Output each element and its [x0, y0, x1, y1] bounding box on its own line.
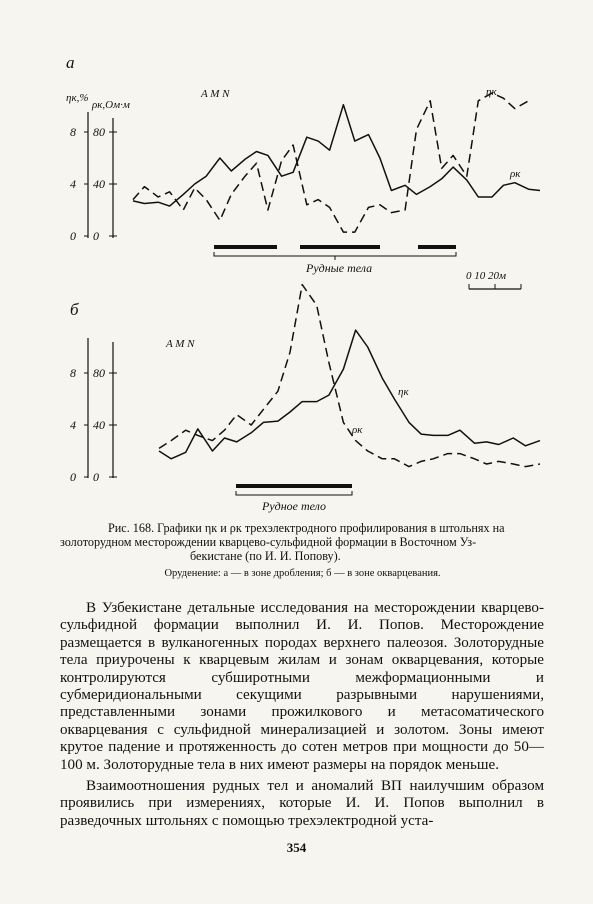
panel-b-label: б: [70, 300, 79, 319]
eta-series-line: [159, 330, 540, 459]
rho-tick-label: 0: [93, 470, 99, 484]
body-text: [60, 600, 544, 830]
rho-tick-label: 80: [93, 125, 105, 139]
panel-b-ore-label: Рудное тело: [262, 499, 327, 513]
paragraph: Взаимоотношения рудных тел и аномалий ВП наилучшим образом проявились при измерениях, которые И. И. Попов выполнил в разведочных штольнях с помощью трехэлектродной уста-: [60, 778, 544, 829]
caption-line: бекистане (по И. И. Попову).: [190, 549, 341, 563]
scale-bar-label: 0 10 20м: [466, 270, 507, 282]
eta-tick-label: 4: [70, 418, 76, 432]
paragraph: В Узбекистане детальные исследования на месторождении кварцево-сульфидной формации выполнил И. И. Попов. Месторождение размещается в вулканогенных породах верхнего палеозоя. Золоторудные тела приурочены к кварцевым жилам и зонам окварцевания, которые контролируются субширотными межформационными и субмеридиональными секущими разрывными нарушениями, представленными зонами прожилкового и метасоматического окварцевания с сульфидной минерализацией и золотом. Зоны имеют крутое падение и протяженность до сотен метров при мощности до 50—100 м. Золоторудные тела в них имеют размеры на порядок меньше.: [60, 600, 544, 773]
eta-series-line: [133, 105, 540, 206]
rho-tick-label: 0: [93, 229, 99, 243]
rho-series-line: [159, 285, 540, 467]
page-number: 354: [286, 840, 307, 855]
panel-b-ore-body: [236, 484, 352, 495]
panel-a-curve-label-eta: ηк: [486, 86, 497, 98]
ore-body-bracket: [236, 491, 352, 495]
panel-b-curve-label-eta: ηк: [398, 386, 409, 398]
panel-b-ticks: [70, 366, 117, 484]
panel-a-plot: [133, 93, 540, 232]
panel-a-ore-bodies: [214, 245, 456, 260]
ore-body-bracket: [214, 252, 456, 256]
eta-tick-label: 0: [70, 229, 76, 243]
caption-line: золоторудном месторождении кварцево-сульфидной формации в Восточном Уз-: [60, 535, 477, 549]
rho-tick-label: 80: [93, 366, 105, 380]
panel-a-ticks: [70, 125, 117, 243]
eta-tick-label: 0: [70, 470, 76, 484]
ore-body-bar: [418, 245, 456, 249]
panel-a-eta-axis-label: ηк,%: [66, 92, 89, 104]
ore-body-bar: [236, 484, 352, 488]
eta-tick-label: 8: [70, 366, 76, 380]
panel-b-curve-label-rho: ρк: [352, 424, 363, 436]
scale-bar: [469, 284, 521, 289]
rho-series-line: [133, 93, 529, 232]
caption-note: Оруденение: а — в зоне дробления; б — в зоне окварцевания.: [164, 568, 441, 579]
panel-a-rho-axis-label: ρк,Ом·м: [92, 99, 130, 111]
figure-caption: [60, 521, 545, 581]
panel-b-electrode-label: A M N: [166, 338, 195, 350]
rho-tick-label: 40: [93, 177, 105, 191]
panel-b-plot: [159, 285, 540, 467]
panel-a-electrode-label: A M N: [201, 88, 230, 100]
rho-tick-label: 40: [93, 418, 105, 432]
panel-a-curve-label-rho: ρк: [510, 168, 521, 180]
panel-a-ore-label: Рудные тела: [306, 261, 373, 275]
ore-body-bar: [214, 245, 277, 249]
eta-tick-label: 8: [70, 125, 76, 139]
ore-body-bar: [300, 245, 380, 249]
panel-a-label: а: [66, 53, 75, 72]
caption-line: Рис. 168. Графики ηк и ρк трехэлектродного профилирования в штольнях на: [108, 521, 505, 535]
eta-tick-label: 4: [70, 177, 76, 191]
